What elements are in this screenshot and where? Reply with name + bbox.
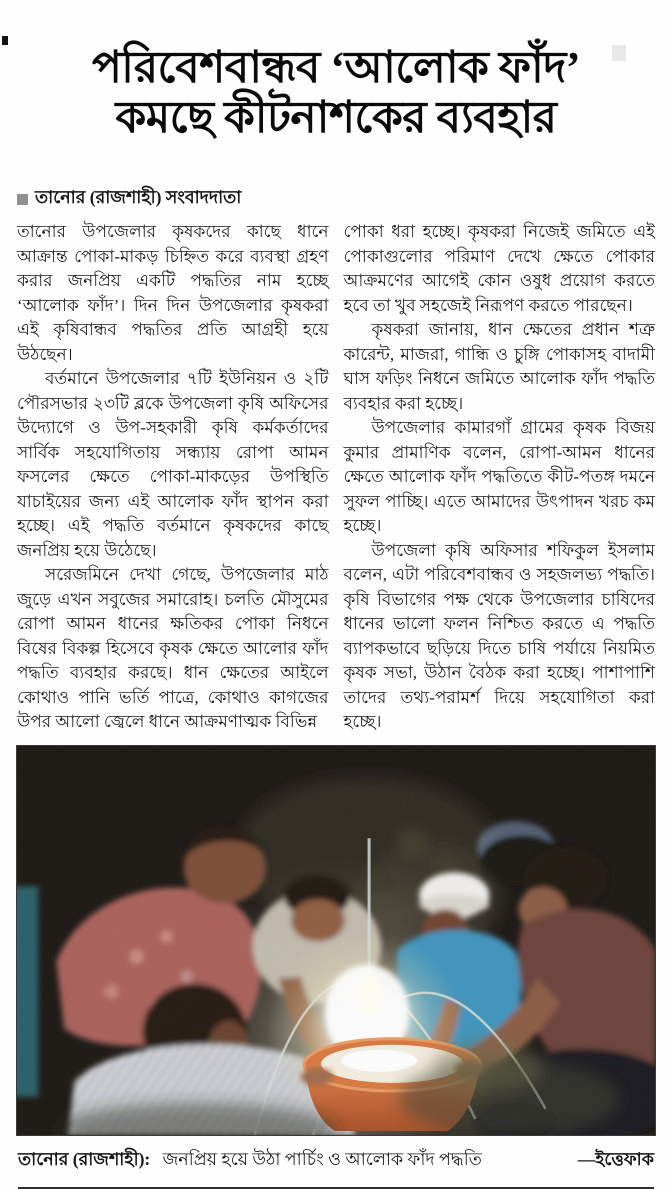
paragraph: সরেজমিনে দেখা গেছে, উপজেলার মাঠ জুড়ে এখন সবুজের সমারোহ। চলতি মৌসুমের রোপা আমন ধানের ক্ষতিকর পোকা নিধনে বিষের বিকল্প হিসেবে কৃষক ক্ষেতে আলোর ফাঁদ পদ্ধতি ব্যবহার করছে। ধান ক্ষেতের আইলে কোথাও পানি ভর্তি পাত্রে, কোথাও কাগজের উপর আলো জ্বেলে ধানে আক্রমণাত্মক বিভিন্ন	[17, 565, 329, 732]
paragraph: তানোর উপজেলার কৃষকদের কাছে ধানে আক্রান্ত পোকা-মাকড় চিহ্নিত করে ব্যবস্থা গ্রহণ করার জনপ্রিয় একটি পদ্ধতির নাম হচ্ছে ‘আলোক ফাঁদ’। দিন দিন উপজেলার কৃষকরা এই কৃষিবান্ধব পদ্ধতির প্রতি আগ্রহী হয়ে উঠছেন।	[17, 222, 329, 364]
photo-caption	[0, 1136, 672, 1176]
caption-location: তানোর (রাজশাহী):	[18, 1148, 151, 1169]
column-right	[344, 220, 656, 735]
paragraph: কৃষকরা জানায়, ধান ক্ষেতের প্রধান শত্রু কারেন্ট, মাজরা, গান্ধি ও চুঙ্গি পোকাসহ বাদামী ঘাস ফড়িং নিধনে জমিতে আলোক ফাঁদ পদ্ধতি ব্যবহার করা হচ্ছে।	[343, 320, 655, 413]
caption-credit: —ইত্তেফাক	[577, 1148, 654, 1169]
paragraph: উপজেলার কামারগাঁ গ্রামের কৃষক বিজয় কুমার প্রামাণিক বলেন, রোপা-আমন ধানের ক্ষেতে আলোক ফাঁদ পদ্ধতিতে কীট-পতঙ্গ দমনে সুফল পাচ্ছি। এতে আমাদের উৎপাদন খরচ কম হচ্ছে।	[343, 418, 655, 536]
caption-text-group	[18, 1147, 482, 1176]
headline-line-1: পরিবেশবান্ধব ‘আলোক ফাঁদ’	[91, 43, 581, 93]
paragraph: পোকা ধরা হচ্ছে। কৃষকরা নিজেই জমিতে এই পোকাগুলোর পরিমাণ দেখে ক্ষেতে পোকার আক্রমণের আগেই কোন ওষুধ প্রয়োগ করতে হবে তা খুব সহজেই নিরূপণ করতে পারছেন।	[343, 222, 655, 315]
article-body	[0, 216, 672, 741]
byline	[0, 177, 672, 216]
column-left	[17, 220, 329, 735]
edge-smudge	[612, 45, 626, 61]
news-photo-frame	[16, 745, 656, 1136]
paragraph: বর্তমানে উপজেলার ৭টি ইউনিয়ন ও ২টি পৌরসভার ২৩টি ব্লকে উপজেলা কৃষি অফিসের উদ্যোগে ও উপ-সহকারী কৃষি কর্মকর্তাদের সার্বিক সহযোগিতায় সন্ধ্যায় রোপা আমন ফসলের ক্ষেতে পোকা-মাকড়ের উপস্থিতি যাচাইয়ের জন্য এই আলোক ফাঁদ স্থাপন করা হচ্ছে। এই পদ্ধতি বর্তমানে কৃষকদের কাছে জনপ্রিয় হয়ে উঠেছে।	[17, 369, 329, 560]
byline-square-icon	[17, 194, 28, 205]
byline-text: তানোর (রাজশাহী) সংবাদদাতা	[35, 187, 242, 208]
newspaper-clipping	[0, 29, 672, 1169]
headline	[0, 29, 672, 148]
headline-line-2: কমছে কীটনাশকের ব্যবহার	[115, 92, 557, 142]
news-photo-image	[17, 746, 655, 1135]
caption-description: জনপ্রিয় হয়ে উঠা পার্চিং ও আলোক ফাঁদ পদ্ধতি	[162, 1148, 482, 1169]
edge-speck	[2, 36, 8, 45]
paragraph: উপজেলা কৃষি অফিসার শফিকুল ইসলাম বলেন, এটা পরিবেশবান্ধব ও সহজলভ্য পদ্ধতি। কৃষি বিভাগের পক্ষ থেকে উপজেলার চাষিদের ধানের ভালো ফলন নিশ্চিত করতে এ পদ্ধতি ব্যাপকভাবে ছড়িয়ে দিতে চাষি পর্যায়ে নিয়মিত কৃষক সভা, উঠান বৈঠক করা হচ্ছে। পাশাপাশি তাদের তথ্য-পরামর্শ দিয়ে সহযোগিতা করা হচ্ছে।	[343, 540, 655, 732]
